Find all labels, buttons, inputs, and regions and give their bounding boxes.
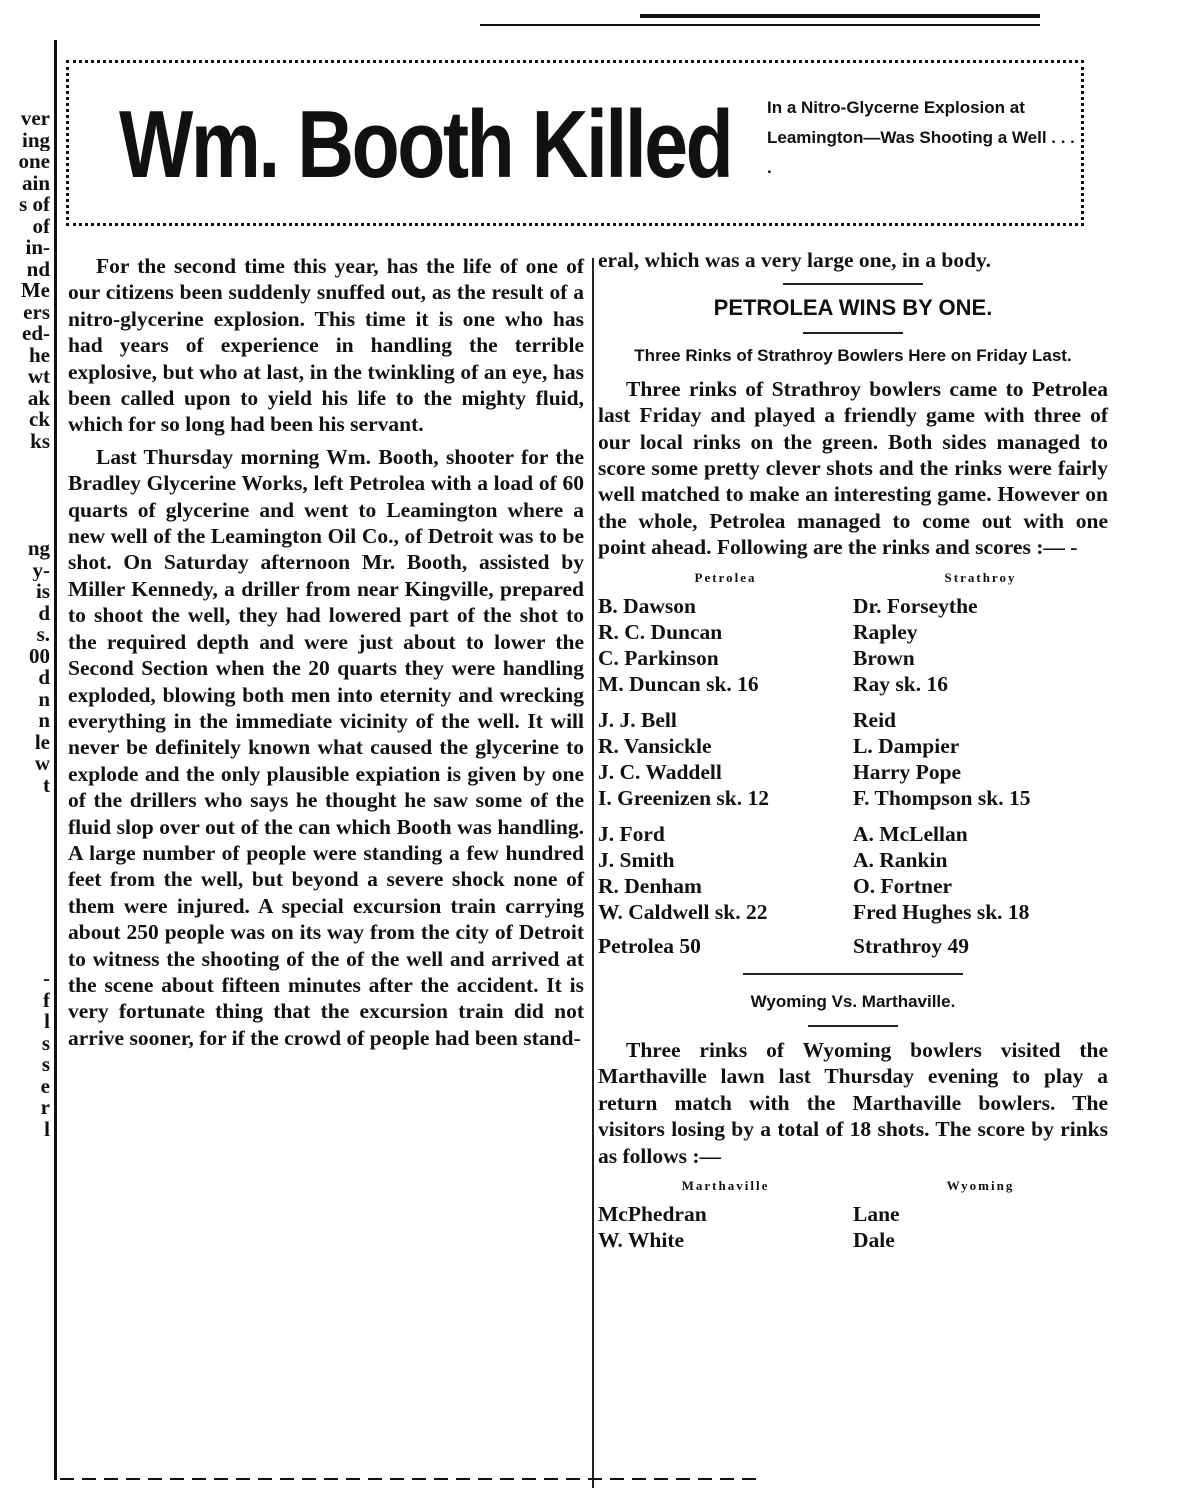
rinks-header-row bbox=[598, 565, 1108, 593]
player-a: R. C. Duncan bbox=[598, 619, 723, 644]
player-a: J. Ford bbox=[598, 821, 665, 846]
table-row bbox=[598, 671, 1108, 697]
fragment-line: s bbox=[41, 1054, 50, 1076]
fragment-line: le bbox=[34, 731, 50, 753]
team-name-b: Strathroy bbox=[944, 569, 1017, 585]
rink-gap bbox=[598, 697, 1108, 707]
fragment-line: wt bbox=[27, 366, 50, 388]
fragment-line: s. bbox=[36, 624, 50, 646]
player-a: R. Vansickle bbox=[598, 733, 712, 758]
bowling-heading-2: Wyoming Vs. Marthaville. bbox=[750, 991, 956, 1011]
player-b: Reid bbox=[853, 707, 896, 732]
fragment-line: ers bbox=[23, 301, 50, 323]
player-a: I. Greenizen sk. 12 bbox=[598, 785, 770, 810]
player-b: A. McLellan bbox=[853, 821, 968, 846]
player-b: Dr. Forseythe bbox=[853, 593, 978, 618]
fragment-line: l bbox=[44, 1011, 50, 1033]
fragment-line: d bbox=[38, 667, 50, 689]
player-a: M. Duncan sk. 16 bbox=[598, 671, 759, 696]
article-paragraph: Last Thursday morning Wm. Booth, shooter for the Bradley Glycerine Works, left Petrolea with a load of 60 quarts of glycerine and went to Leamington where a new well of the Leamington Oil Co., of Detroit was to be shot. On Saturday afternoon Mr. Booth, assisted by Miller Kennedy, a driller from near Kingville, prepared to shoot the well, they had lowered part of the shot to the required depth and were just about to lower the Second Section when the 20 quarts they were handling exploded, blowing both men into eternity and wrecking everything in the immediate vicinity of the well. It will never be definitely known what caused the glycerine to explode and the only plausible expiation is given by one of the drillers who says he thought he saw some of the fluid slop over out of the can which Booth was handling. A large number of people were standing a few hundred feet from the well, but beyond a severe shock none of them were injured. A special excursion train carrying about 250 people was on its way from the city of Detroit to witness the shooting of the of the well and arrived at the scene about fifteen minutes after the accident. It is very fortunate thing that the excursion train did not arrive sooner, for if the crowd of people had been stand- bbox=[68, 444, 584, 1050]
fragment-line: r bbox=[40, 1097, 50, 1119]
fragment-line bbox=[0, 861, 50, 883]
player-a: J. Smith bbox=[598, 847, 675, 872]
totals-row bbox=[598, 925, 1108, 959]
player-b: O. Fortner bbox=[853, 873, 953, 898]
column-divider-middle bbox=[592, 258, 594, 1488]
fragment-line: ng bbox=[27, 538, 50, 560]
table-row bbox=[598, 899, 1108, 925]
fragment-line: e bbox=[40, 1075, 50, 1097]
total-a: Petrolea 50 bbox=[598, 933, 701, 958]
table-row bbox=[598, 759, 1108, 785]
player-b: Ray sk. 16 bbox=[853, 671, 948, 696]
fragment-line bbox=[0, 925, 50, 947]
player-b: A. Rankin bbox=[853, 847, 948, 872]
bowling-subheading: Three Rinks of Strathroy Bowlers Here on Friday Last. bbox=[634, 345, 1072, 365]
fragment-line: he bbox=[29, 344, 50, 366]
team-name-a: Petrolea bbox=[694, 569, 757, 585]
fragment-line bbox=[0, 882, 50, 904]
table-row bbox=[598, 785, 1108, 811]
fragment-line: ver bbox=[20, 108, 50, 130]
player-b: L. Dampier bbox=[853, 733, 960, 758]
table-row bbox=[598, 707, 1108, 733]
player-a: C. Parkinson bbox=[598, 645, 719, 670]
table-row bbox=[598, 733, 1108, 759]
team-name-a: Marthaville bbox=[681, 1178, 770, 1194]
fragment-line: of bbox=[32, 215, 50, 237]
headline-deck: In a Nitro-Glycerne Explosion at Leamington—Was Shooting a Well . . . . bbox=[767, 98, 1075, 177]
fragment-line: ck bbox=[29, 409, 50, 431]
separator-rule bbox=[743, 973, 963, 975]
bowling-body: Three rinks of Strathroy bowlers came to Petrolea last Friday and played a friendly game with three of our local rinks on the green. Both sides managed to score some pretty clever shots and the rinks were fairly well matched to make an interesting game. However on the whole, Petrolea managed to come out with one point ahead. Following are the rinks and scores :— - bbox=[598, 376, 1108, 560]
bowling-body-2: Three rinks of Wyoming bowlers visited the Marthaville lawn last Thursday evening to play a return match with the Marthaville bowlers. The visitors losing by a total of 18 shots. The score by rinks as follows :— bbox=[598, 1038, 1108, 1168]
fragment-line: n bbox=[38, 710, 50, 732]
table-row bbox=[598, 593, 1108, 619]
fragment-line: l bbox=[44, 1118, 50, 1140]
fragment-line: in- bbox=[25, 237, 50, 259]
player-b: Rapley bbox=[853, 619, 918, 644]
player-b: Harry Pope bbox=[853, 759, 962, 784]
headline: Wm. Booth Killed bbox=[119, 91, 732, 198]
table-row bbox=[598, 821, 1108, 847]
total-b: Strathroy 49 bbox=[853, 933, 970, 958]
fragment-line: nd bbox=[26, 258, 50, 280]
separator-rule bbox=[783, 283, 923, 285]
player-a: McPhedran bbox=[598, 1202, 707, 1227]
fragment-line bbox=[0, 796, 50, 818]
player-a: J. J. Bell bbox=[598, 707, 677, 732]
fragment-line: n bbox=[38, 688, 50, 710]
rinks-table-2 bbox=[598, 1173, 1108, 1253]
fragment-line: Me bbox=[20, 280, 50, 302]
fragment-line bbox=[0, 904, 50, 926]
player-b: Fred Hughes sk. 18 bbox=[853, 899, 1030, 924]
fragment-line: ak bbox=[27, 387, 50, 409]
player-a: J. C. Waddell bbox=[598, 759, 722, 784]
table-row bbox=[598, 873, 1108, 899]
fragment-line: ed- bbox=[22, 323, 50, 345]
fragment-line: ain bbox=[21, 172, 50, 194]
fragment-line bbox=[0, 474, 50, 496]
table-row bbox=[598, 1227, 1108, 1253]
adjacent-column-fragments bbox=[0, 108, 50, 1140]
fragment-line: w bbox=[34, 753, 50, 775]
fragment-line: t bbox=[43, 774, 50, 796]
top-rule-thin bbox=[480, 24, 1040, 26]
player-b: Lane bbox=[853, 1202, 900, 1227]
fragment-line: d bbox=[38, 602, 50, 624]
article-paragraph: For the second time this year, has the life of one of our citizens been suddenly snuffed out, as the result of a nitro-glycerine explosion. This time it is one who has had years of experience in handling the terrible explosive, but who at last, in the twinkling of an eye, has been called upon to yield his life to the mighty fluid, which for so long had been his servant. bbox=[68, 254, 584, 437]
player-a: W. Caldwell sk. 22 bbox=[598, 899, 768, 924]
article-column bbox=[68, 253, 584, 1051]
fragment-line bbox=[0, 495, 50, 517]
masthead-box bbox=[66, 60, 1084, 226]
fragment-line bbox=[0, 818, 50, 840]
fragment-line bbox=[0, 517, 50, 539]
player-a: W. White bbox=[598, 1228, 685, 1253]
fragment-line: is bbox=[35, 581, 50, 603]
fragment-line bbox=[0, 452, 50, 474]
player-b: Brown bbox=[853, 645, 915, 670]
rink-gap bbox=[598, 811, 1108, 821]
player-b: F. Thompson sk. 15 bbox=[853, 785, 1031, 810]
fragment-line bbox=[0, 839, 50, 861]
player-a: B. Dawson bbox=[598, 593, 696, 618]
top-rule bbox=[640, 14, 1040, 18]
separator-rule bbox=[808, 1025, 898, 1027]
fragment-line: - bbox=[43, 968, 50, 990]
table-row bbox=[598, 1201, 1108, 1227]
bowling-heading: PETROLEA WINS BY ONE. bbox=[713, 295, 993, 321]
fragment-line: ing bbox=[21, 129, 50, 151]
table-row bbox=[598, 645, 1108, 671]
fragment-line: s of bbox=[19, 194, 50, 216]
fragment-line: one bbox=[18, 151, 50, 173]
fragment-line: y- bbox=[32, 559, 50, 581]
player-a: R. Denham bbox=[598, 873, 702, 898]
fragment-line bbox=[0, 947, 50, 969]
right-column bbox=[598, 247, 1108, 1253]
fragment-line: s bbox=[41, 1032, 50, 1054]
rinks-header-row bbox=[598, 1173, 1108, 1201]
team-name-b: Wyoming bbox=[946, 1178, 1015, 1194]
fragment-line: f bbox=[43, 989, 50, 1011]
rinks-table bbox=[598, 565, 1108, 959]
table-row bbox=[598, 619, 1108, 645]
fragment-line: 00 bbox=[29, 645, 50, 667]
bottom-rule bbox=[60, 1478, 760, 1480]
table-row bbox=[598, 847, 1108, 873]
separator-rule bbox=[803, 332, 903, 334]
column-divider-left bbox=[54, 40, 57, 1480]
fragment-line: ks bbox=[30, 430, 50, 452]
article-continuation: eral, which was a very large one, in a body. bbox=[598, 248, 991, 272]
player-b: Dale bbox=[853, 1228, 895, 1253]
